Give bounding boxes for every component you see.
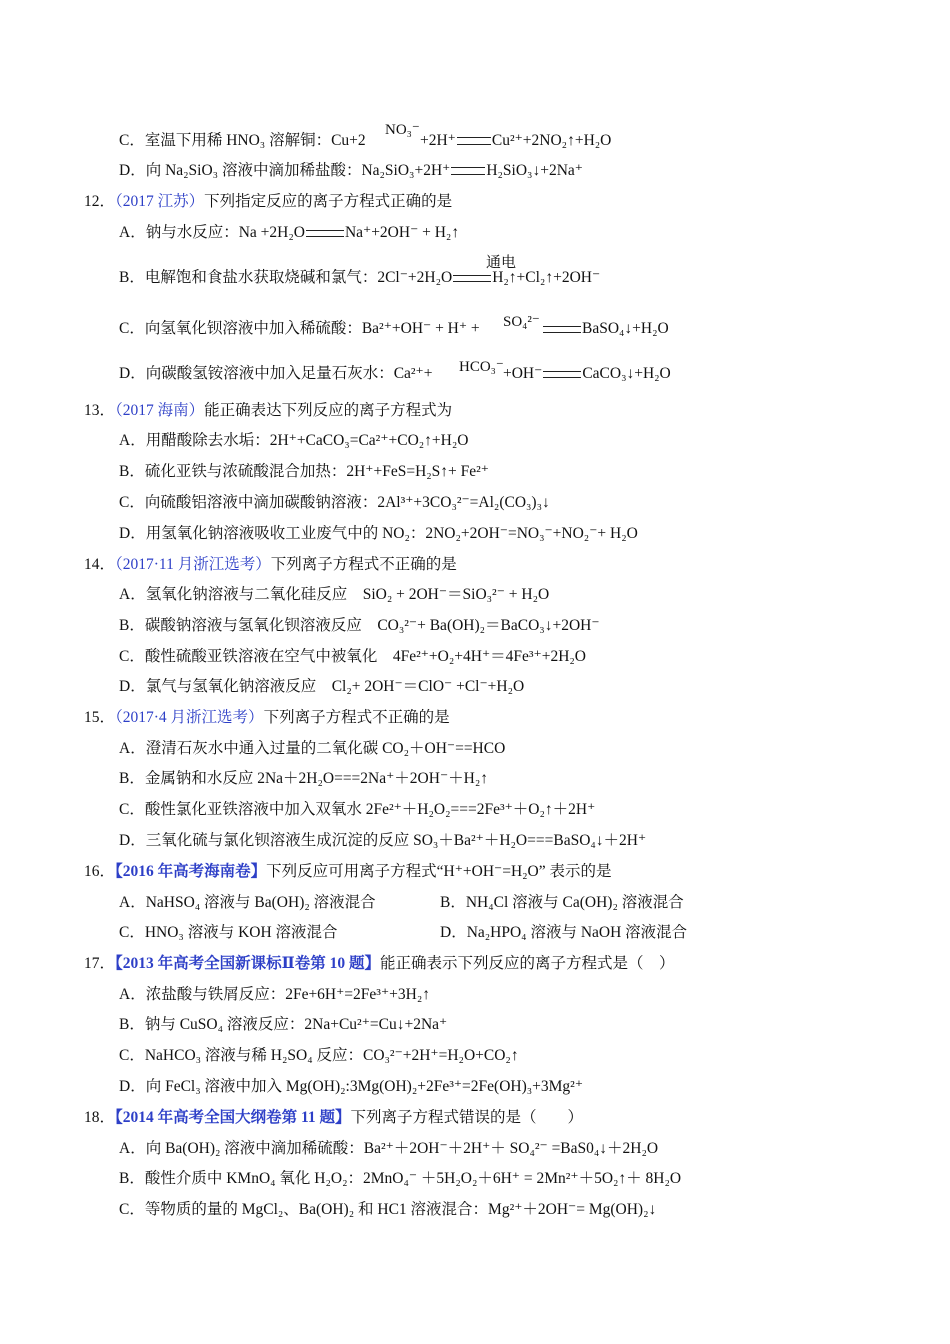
option-text: D．向碳酸氢铵溶液中加入足量石灰水：Ca²⁺+ xyxy=(119,365,433,382)
option-text: B．电解饱和食盐水获取烧碱和氯气：2Cl⁻+2H₂O xyxy=(119,269,453,286)
q15-option-c: C．酸性氯化亚铁溶液中加入双氧水 2Fe²⁺＋H₂O₂===2Fe³⁺＋O₂↑＋2H⁺ xyxy=(119,801,596,818)
question-text: 下列离子方程式不正确的是 xyxy=(263,709,450,726)
q18-option-a: A．向 Ba(OH)₂ 溶液中滴加稀硫酸：Ba²⁺＋2OH⁻＋2H⁺＋ SO₄²⁻ =BaS0₄↓＋2H₂O xyxy=(119,1140,659,1157)
q13-option-a: A．用醋酸除去水垢：2H⁺+CaCO₃=Ca²⁺+CO₂↑+H₂O xyxy=(119,432,469,449)
q11-option-d xyxy=(119,161,583,181)
q13-option-c: C．向硫酸铝溶液中滴加碳酸钠溶液：2Al³⁺+3CO₃²⁻=Al₂(CO₃)₃↓ xyxy=(119,494,550,511)
option-text: C．向氢氧化钡溶液中加入稀硫酸：Ba²⁺+OH⁻ + H⁺ + xyxy=(119,320,480,337)
electrolysis-label: 通电 xyxy=(486,255,517,271)
nitrate-ion: NO₃⁻ xyxy=(385,122,420,138)
question-text: 下列离子方程式不正确的是 xyxy=(270,556,457,573)
question-text: 下列离子方程式错误的是（ ） xyxy=(350,1109,584,1126)
q17-option-a: A．浓盐酸与铁屑反应：2Fe+6H⁺=2Fe³⁺+3H₂↑ xyxy=(119,986,430,1003)
equals-sign xyxy=(457,137,491,145)
question-source: （2017 海南） xyxy=(115,402,205,419)
question-source: 【2016 年高考海南卷】 xyxy=(115,863,267,880)
q12-option-c-rest xyxy=(542,319,669,339)
equals-sign xyxy=(306,230,344,237)
equals-sign xyxy=(543,371,581,378)
question-number: 14． xyxy=(84,556,116,573)
q15-option-d: D．三氧化硫与氯化钡溶液生成沉淀的反应 SO₃＋Ba²⁺＋H₂O===BaSO₄↓＋2H⁺ xyxy=(119,832,647,849)
q12-option-a xyxy=(119,223,459,243)
question-12 xyxy=(84,192,452,212)
q14-option-c: C．酸性硫酸亚铁溶液在空气中被氧化 4Fe²⁺+O₂+4H⁺＝4Fe³⁺+2H₂O xyxy=(119,648,586,665)
sulfate-ion: SO₄²⁻ xyxy=(503,314,540,330)
q16-option-d: D．Na₂HPO₄ 溶液与 NaOH 溶液混合 xyxy=(440,924,688,941)
q18-option-c: C．等物质的量的 MgCl₂、Ba(OH)₂ 和 HC1 溶液混合：Mg²⁺＋2OH⁻= Mg(OH)₂↓ xyxy=(119,1201,657,1218)
question-number: 17． xyxy=(84,955,116,972)
question-number: 13． xyxy=(84,402,116,419)
question-number: 18． xyxy=(84,1109,116,1126)
option-text: A．钠与水反应：Na +2H₂O xyxy=(119,224,305,241)
q15-option-b: B．金属钠和水反应 2Na＋2H₂O===2Na⁺＋2OH⁻＋H₂↑ xyxy=(119,770,488,787)
question-15 xyxy=(84,708,450,728)
option-text: +2H⁺ xyxy=(420,132,456,149)
question-source: 【2013 年高考全国新课标Ⅱ卷第 10 题】 xyxy=(115,955,380,972)
option-text: +OH⁻ xyxy=(503,365,543,382)
q14-option-a: A．氢氧化钠溶液与二氧化硅反应 SiO₂ + 2OH⁻＝SiO₃²⁻ + H₂O xyxy=(119,586,550,603)
q13-option-d: D．用氢氧化钠溶液吸收工业废气中的 NO₂：2NO₂+2OH⁻=NO₃⁻+NO₂⁻+ H₂O xyxy=(119,525,638,542)
q11-option-c-rest xyxy=(420,131,611,151)
option-text: C．室温下用稀 HNO₃ 溶解铜：Cu+2 xyxy=(119,132,366,149)
q14-option-d: D．氯气与氢氧化钠溶液反应 Cl₂+ 2OH⁻＝ClO⁻ +Cl⁻+H₂O xyxy=(119,678,525,695)
question-text: 能正确表示下列反应的离子方程式是（ ） xyxy=(379,955,675,972)
question-14 xyxy=(84,555,457,575)
option-text: H₂SiO₃↓+2Na⁺ xyxy=(486,162,583,179)
option-text: Cu²⁺+2NO₂↑+H₂O xyxy=(491,132,612,149)
equals-sign xyxy=(453,275,491,282)
q17-option-d: D．向 FeCl₃ 溶液中加入 Mg(OH)₂:3Mg(OH)₂+2Fe³⁺=2Fe(OH)₃+3Mg²⁺ xyxy=(119,1078,583,1095)
question-number: 16． xyxy=(84,863,116,880)
question-source: （2017·11 月浙江选考） xyxy=(115,556,271,573)
q13-option-b: B．硫化亚铁与浓硫酸混合加热：2H⁺+FeS=H₂S↑+ Fe²⁺ xyxy=(119,463,489,480)
option-text: H₂↑+Cl₂↑+2OH⁻ xyxy=(492,269,601,286)
question-16 xyxy=(84,862,612,882)
option-text: BaSO₄↓+H₂O xyxy=(582,320,669,337)
question-text: 能正确表达下列反应的离子方程式为 xyxy=(204,402,453,419)
q16-option-b: B．NH₄Cl 溶液与 Ca(OH)₂ 溶液混合 xyxy=(440,894,684,911)
equals-sign xyxy=(451,167,485,175)
question-text: 下列反应可用离子方程式“H⁺+OH⁻=H₂O” 表示的是 xyxy=(266,863,612,880)
question-source: （2017·4 月浙江选考） xyxy=(115,709,264,726)
q14-option-b: B．碳酸钠溶液与氢氧化钡溶液反应 CO₃²⁻+ Ba(OH)₂＝BaCO₃↓+2OH⁻ xyxy=(119,617,600,634)
q12-option-b xyxy=(119,268,600,288)
option-text: CaCO₃↓+H₂O xyxy=(582,365,671,382)
q15-option-a: A．澄清石灰水中通入过量的二氧化碳 CO₂＋OH⁻==HCO xyxy=(119,740,506,757)
question-source: 【2014 年高考全国大纲卷第 11 题】 xyxy=(115,1109,351,1126)
q12-option-c xyxy=(119,319,480,339)
question-18 xyxy=(84,1108,583,1128)
bicarbonate-ion: HCO₃⁻ xyxy=(459,359,504,375)
question-number: 12． xyxy=(84,193,116,210)
equals-sign xyxy=(543,326,581,333)
question-13 xyxy=(84,401,452,421)
option-text: Na⁺+2OH⁻ + H₂↑ xyxy=(344,224,460,241)
q12-option-d-rest xyxy=(503,364,671,384)
question-17 xyxy=(84,954,674,974)
q16-option-a: A．NaHSO₄ 溶液与 Ba(OH)₂ 溶液混合 xyxy=(119,894,376,911)
q11-option-c xyxy=(119,131,366,151)
q17-option-c: C．NaHCO₃ 溶液与稀 H₂SO₄ 反应：CO₃²⁻+2H⁺=H₂O+CO₂↑ xyxy=(119,1047,519,1064)
question-number: 15． xyxy=(84,709,116,726)
question-source: （2017 江苏） xyxy=(115,193,205,210)
question-text: 下列指定反应的离子方程式正确的是 xyxy=(204,193,453,210)
option-text: D．向 Na₂SiO₃ 溶液中滴加稀盐酸：Na₂SiO₃+2H⁺ xyxy=(119,162,451,179)
q16-option-c: C．HNO₃ 溶液与 KOH 溶液混合 xyxy=(119,924,338,941)
q18-option-b: B．酸性介质中 KMnO₄ 氧化 H₂O₂：2MnO₄⁻ ＋5H₂O₂＋6H⁺ = 2Mn²⁺＋5O₂↑＋ 8H₂O xyxy=(119,1170,682,1187)
q12-option-d xyxy=(119,364,432,384)
q17-option-b: B．钠与 CuSO₄ 溶液反应：2Na+Cu²⁺=Cu↓+2Na⁺ xyxy=(119,1016,448,1033)
